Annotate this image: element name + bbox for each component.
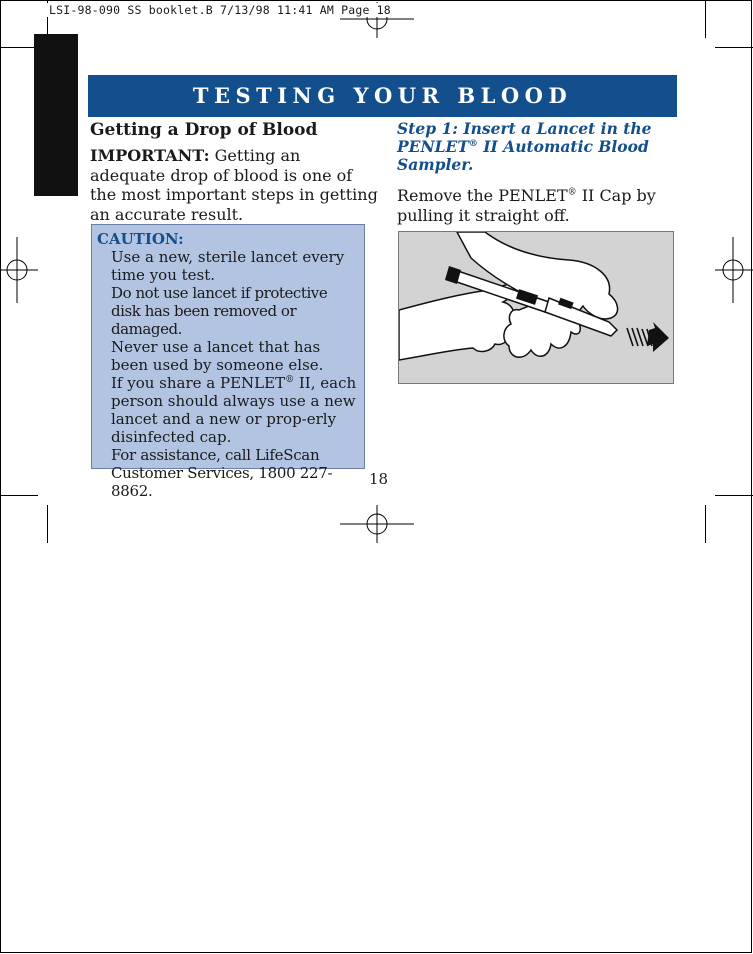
crop-mark-mid-right-v xyxy=(705,505,706,543)
crop-mark-mid-right-h xyxy=(715,495,753,496)
caution-item-sterile: Use a new, sterile lancet every time you test. xyxy=(111,248,345,284)
step-body xyxy=(397,186,677,225)
caution-item-assistance: For assistance, call LifeScan Customer Services, 1800 227-8862. xyxy=(111,446,333,500)
section-banner: TESTING YOUR BLOOD xyxy=(88,75,677,117)
crop-mark-top-right-v xyxy=(705,0,706,38)
hands-penlet-illustration xyxy=(399,232,673,383)
print-slug: LSI-98-090 SS booklet.B 7/13/98 11:41 AM Page 18 xyxy=(49,3,391,17)
caution-share-b: II, each person should always use a new lancet and a new or prop-erly disinfected cap. xyxy=(111,374,357,446)
caution-item-share xyxy=(97,374,360,446)
step-body-b: II Cap by pulling it straight off. xyxy=(397,186,656,225)
crop-mark-mid-left-v xyxy=(47,505,48,543)
crop-mark-top-left-h xyxy=(0,47,38,48)
caution-item-disk: Do not use lancet if protective disk has been removed or damaged. xyxy=(111,284,328,338)
pull-arrow-icon xyxy=(647,322,669,352)
left-column xyxy=(90,118,380,224)
registered-mark: ® xyxy=(468,138,478,149)
illustration-remove-cap xyxy=(398,231,674,384)
registered-mark: ® xyxy=(285,375,295,385)
important-text: Getting an adequate drop of blood is one of the most important steps in getting an accurate result. xyxy=(90,146,378,224)
registration-mark-left xyxy=(0,237,38,303)
registration-mark-right xyxy=(715,237,753,303)
step-body-a: Remove the PENLET xyxy=(397,186,568,205)
caution-share-a: If you share a PENLET xyxy=(111,374,286,392)
important-paragraph xyxy=(90,146,380,224)
right-column xyxy=(397,120,677,225)
registered-mark: ® xyxy=(567,187,577,198)
step-heading xyxy=(397,120,677,174)
important-label: IMPORTANT: xyxy=(90,146,210,165)
step-heading-b: II Automatic Blood Sampler. xyxy=(397,137,649,174)
crop-mark-top-right-h xyxy=(715,47,753,48)
step-heading-a: Step 1: Insert a Lancet in the PENLET xyxy=(397,119,652,156)
page-number: 18 xyxy=(369,470,389,488)
crop-mark-mid-left-h xyxy=(0,495,38,496)
section-heading: Getting a Drop of Blood xyxy=(90,120,318,140)
caution-box xyxy=(91,224,365,500)
caution-item-used: Never use a lancet that has been used by someone else. xyxy=(111,338,324,374)
caution-title: CAUTION: xyxy=(97,230,184,248)
section-tab xyxy=(34,34,78,196)
registration-mark-bottom xyxy=(340,505,414,543)
